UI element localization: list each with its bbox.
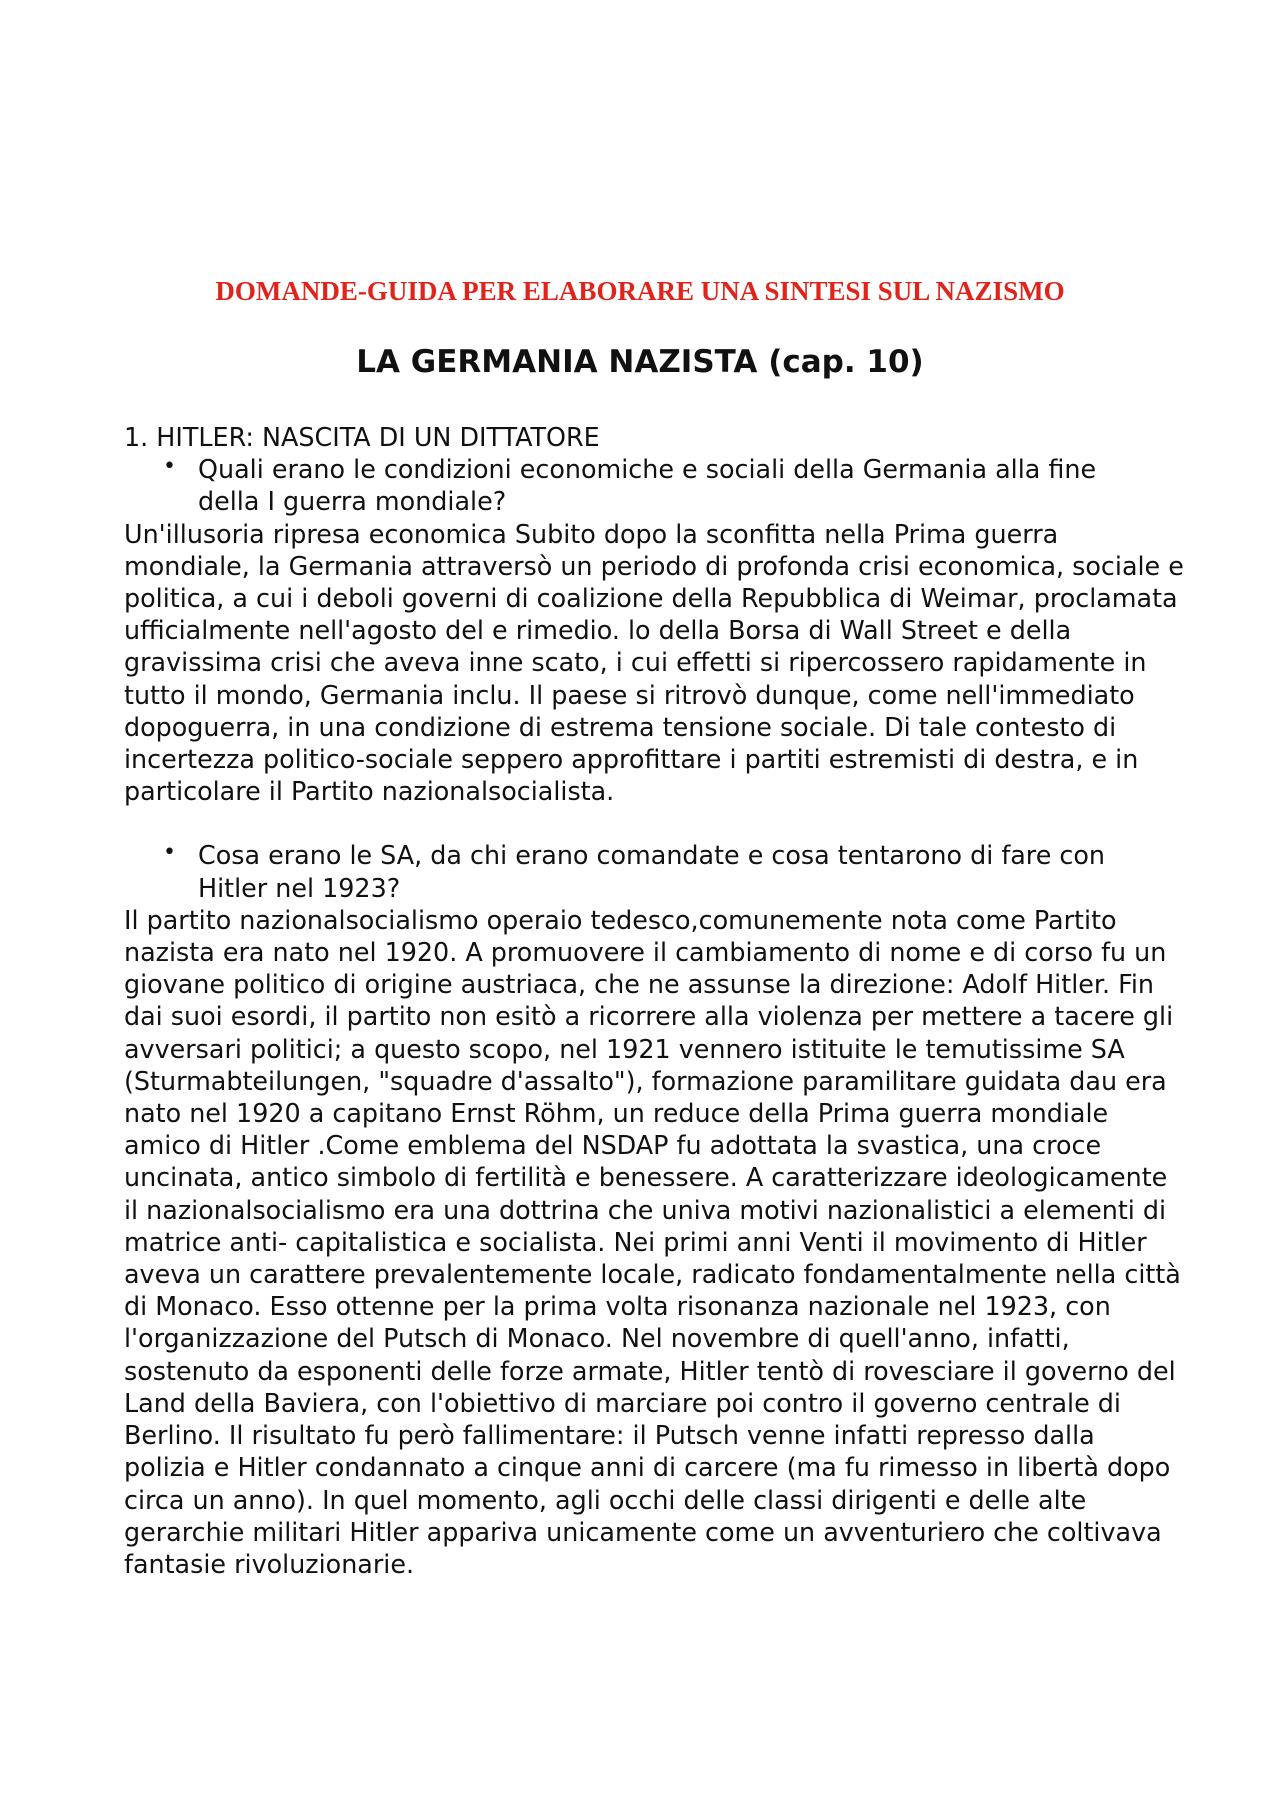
document-subtitle: LA GERMANIA NAZISTA (cap. 10): [356, 344, 924, 380]
document-body: [124, 421, 1184, 1580]
question-item: [124, 453, 1184, 517]
answer-paragraph: Il partito nazionalsocialismo operaio tedesco,comunemente nota come Partito nazista era nato nel 1920. A promuovere il cambiamento di nome e di corso fu un giovane politico di origine austriaca, che ne assunse la direzione: Adolf Hitler. Fin dai suoi esordi, il partito non esitò a ricorrere alla violenza per mettere a tacere gli avversari politici; a questo scopo, nel 1921 vennero istituite le temutissime SA (Sturmabteilungen, "squadre d'assalto"), formazione paramilitare guidata dau era nato nel 1920 a capitano Ernst Röhm, un reduce della Prima guerra mondiale amico di Hitler .Come emblema del NSDAP fu adottata la svastica, una croce uncinata, antico simbolo di fertilità e benessere. A caratterizzare ideologicamente il nazionalsocialismo era una dottrina che univa motivi nazionalistici a elementi di matrice anti- capitalistica e socialista. Nei primi anni Venti il movimento di Hitler aveva un carattere prevalentemente locale, radicato fondamentalmente nella città di Monaco. Esso ottenne per la prima volta risonanza nazionale nel 1923, con l'organizzazione del Putsch di Monaco. Nel novembre di quell'anno, infatti, sostenuto da esponenti delle forze armate, Hitler tentò di rovesciare il governo del Land della Baviera, con l'obiettivo di marciare poi contro il governo centrale di Berlino. Il risultato fu però fallimentare: il Putsch venne infatti represso dalla polizia e Hitler condannato a cinque anni di carcere (ma fu rimesso in libertà dopo circa un anno). In quel momento, agli occhi delle classi dirigenti e delle alte gerarchie militari Hitler appariva unicamente come un avventuriero che coltivava fantasie rivoluzionarie.: [124, 904, 1181, 1579]
paragraph-spacer: [124, 807, 1184, 839]
bullet-icon: •: [163, 840, 176, 866]
question-text: Cosa erano le SA, da chi erano comandate e cosa tentarono di fare con Hitler nel 1923?: [198, 840, 1105, 903]
section-heading: 1. HITLER: NASCITA DI UN DITTATORE: [124, 422, 600, 452]
bullet-icon: •: [163, 454, 176, 480]
document-title: DOMANDE-GUIDA PER ELABORARE UNA SINTESI SUL NAZISMO: [215, 276, 1065, 306]
question-item: [124, 839, 1184, 903]
question-text: Quali erano le condizioni economiche e sociali della Germania alla fine della I guerra mondiale?: [198, 454, 1097, 517]
answer-paragraph: Un'illusoria ripresa economica Subito dopo la sconfitta nella Prima guerra mondiale, la Germania attraversò un periodo di profonda crisi economica, sociale e politica, a cui i deboli governi di coalizione della Repubblica di Weimar, proclamata ufficialmente nell'agosto del e rimedio. lo della Borsa di Wall Street e della gravissima crisi che aveva inne scato, i cui effetti si ripercossero rapidamente in tutto il mondo, Germania inclu. Il paese si ritrovò dunque, come nell'immediato dopoguerra, in una condizione di estrema tensione sociale. Di tale contesto di incertezza politico-sociale seppero approfittare i partiti estremisti di destra, e in particolare il Partito nazionalsocialista.: [124, 518, 1184, 807]
